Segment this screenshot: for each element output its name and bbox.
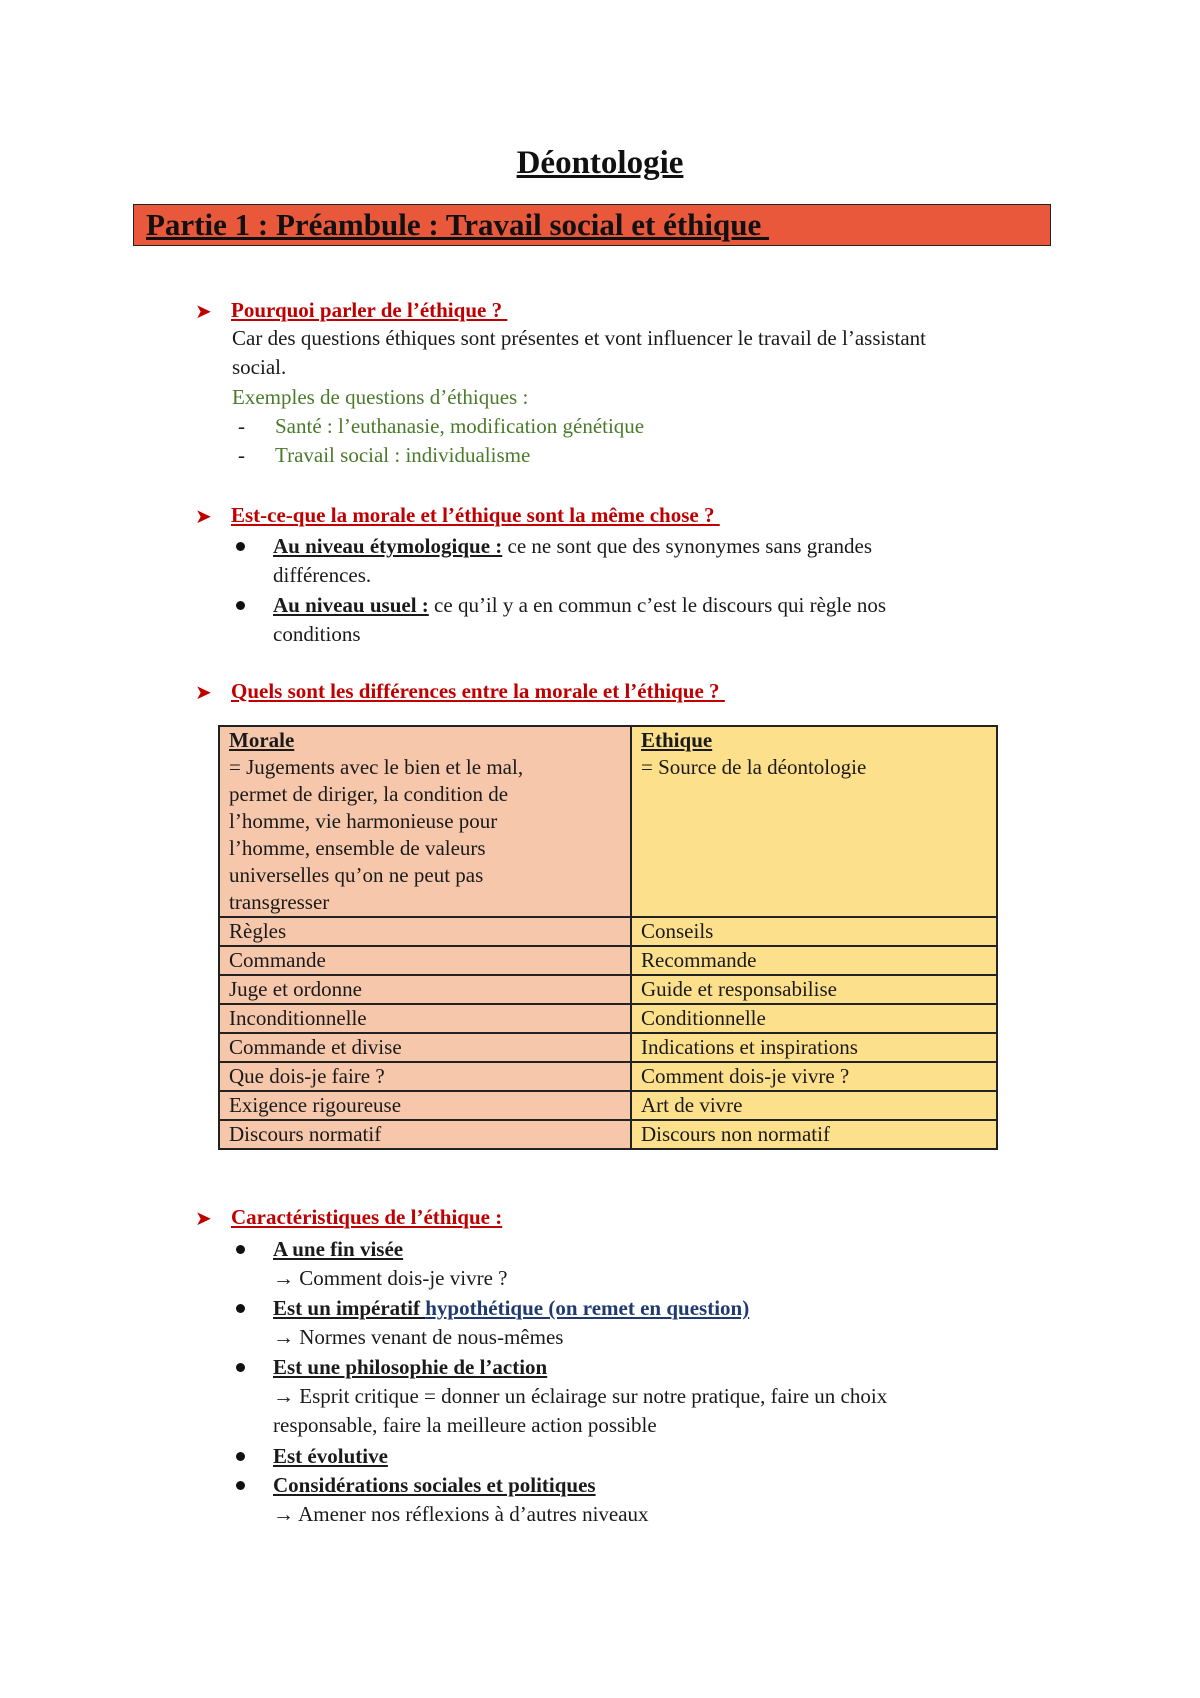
table-cell: Indications et inspirations — [631, 1033, 997, 1062]
table-row — [219, 1033, 997, 1062]
list-item: Au niveau usuel : ce qu’il y a en commun c’est le discours qui règle nos conditions — [232, 591, 1032, 651]
table-cell: Exigence rigoureuse — [219, 1091, 631, 1120]
list-item: Considérations sociales et politiques → Amener nos réflexions à d’autres niveaux — [232, 1471, 1032, 1531]
filled-dot-bullet-icon — [236, 1452, 245, 1461]
table-cell: Discours normatif — [219, 1120, 631, 1149]
arrowhead-bullet-icon: ➤ — [195, 298, 212, 323]
table-cell: Juge et ordonne — [219, 975, 631, 1004]
table-row — [219, 1091, 997, 1120]
section-heading-morale-vs-ethique: ➤ Est-ce-que la morale et l’éthique sont la même chose ? — [195, 503, 720, 528]
table-cell: Inconditionnelle — [219, 1004, 631, 1033]
arrowhead-bullet-icon: ➤ — [195, 679, 212, 704]
table-cell: Recommande — [631, 946, 997, 975]
table-cell: Que dois-je faire ? — [219, 1062, 631, 1091]
filled-dot-bullet-icon — [236, 1481, 245, 1490]
arrowhead-bullet-icon: ➤ — [195, 503, 212, 528]
table-cell: Conditionnelle — [631, 1004, 997, 1033]
table-cell: Art de vivre — [631, 1091, 997, 1120]
section-heading-why-ethics: ➤ Pourquoi parler de l’éthique ? — [195, 298, 508, 323]
document-page: Déontologie Partie 1 : Préambule : Travail social et éthique ➤ Pourquoi parler de l’éthique ? Car des questions éthiques sont présentes et vont influencer le travail de l’assistant social. Exemples de questions d’éthiques : - Santé : l’euthanasie, modification génétique - Travail social : individualisme ➤ Est-ce-que la morale et l’éthique sont la même chose ? Au niveau étymologique : ce ne sont que des synonymes sans grandes différences. Au niveau usuel : ce qu’il y a en commun c’est le discours qui règle nos conditions ➤ Quels sont les différences entre la morale et l’éthique ? Morale = Jugements avec le bien et le mal, permet de diriger, la condition de l’homme, vie harmonieuse pour l’homme, ensemble de valeurs universelles qu’on ne peut pas transgresser Ethique = Source de la déontologie Règles Conseils Commande Recommande Juge et ordonne Guide et responsabilise Inconditionnelle Conditionnelle Commande et divise Indications et inspirations Que dois-je faire ? Comment dois-je vivre ? Exigence rigoureuse Art de vivre Discours normatif Discours non normatif ➤ Caractéristiques de l’éthique : A une fin visée → Comment dois-je vivre ? Est un impératif hypothétique (on remet en question) → Normes venant de nous-mêmes Est une philosophie de l’action → Esprit critique = donner un éclairage sur notre pratique, faire un choix responsable, faire la meilleure action possible Est évolutive Considérations sociales et politiques → Amener nos réflexions à d’autres niveaux — [0, 0, 1200, 1698]
list-item: Est évolutive — [232, 1442, 1032, 1472]
page-title: Déontologie — [516, 145, 684, 181]
table-cell-ethique-definition: Ethique = Source de la déontologie — [631, 726, 997, 917]
table-row — [219, 917, 997, 946]
arrowhead-bullet-icon: ➤ — [195, 1205, 212, 1230]
list-item: A une fin visée → Comment dois-je vivre ? — [232, 1235, 1032, 1295]
filled-dot-bullet-icon — [236, 1304, 245, 1313]
comparison-table — [218, 725, 998, 1150]
part-banner-label: Partie 1 : Préambule : Travail social et éthique — [146, 207, 770, 242]
table-cell: Conseils — [631, 917, 997, 946]
list-item: Est une philosophie de l’action → Esprit critique = donner un éclairage sur notre pratique, faire un choix responsable, faire la meilleure action possible — [232, 1353, 1032, 1443]
table-row — [219, 975, 997, 1004]
table-row — [219, 1120, 997, 1149]
table-cell: Discours non normatif — [631, 1120, 997, 1149]
examples-label: Exemples de questions d’éthiques : — [232, 385, 529, 409]
list-item: Au niveau étymologique : ce ne sont que des synonymes sans grandes différences. — [232, 532, 1032, 592]
paragraph: Car des questions éthiques sont présentes et vont influencer le travail de l’assistant social. — [232, 326, 926, 379]
part-banner — [133, 204, 1051, 246]
table-cell: Guide et responsabilise — [631, 975, 997, 1004]
filled-dot-bullet-icon — [236, 601, 245, 610]
section-heading-differences: ➤ Quels sont les différences entre la morale et l’éthique ? — [195, 679, 725, 704]
list-item: Est un impératif hypothétique (on remet en question) → Normes venant de nous-mêmes — [232, 1294, 1032, 1354]
table-cell-morale-definition: Morale = Jugements avec le bien et le mal, permet de diriger, la condition de l’homme, vie harmonieuse pour l’homme, ensemble de valeurs universelles qu’on ne peut pas transgresser — [219, 726, 631, 917]
section-heading-characteristics: ➤ Caractéristiques de l’éthique : — [195, 1205, 503, 1230]
table-row — [219, 1004, 997, 1033]
filled-dot-bullet-icon — [236, 542, 245, 551]
table-row — [219, 946, 997, 975]
filled-dot-bullet-icon — [236, 1245, 245, 1254]
table-cell: Commande — [219, 946, 631, 975]
table-cell: Comment dois-je vivre ? — [631, 1062, 997, 1091]
filled-dot-bullet-icon — [236, 1363, 245, 1372]
table-row — [219, 726, 997, 917]
table-cell: Commande et divise — [219, 1033, 631, 1062]
table-row — [219, 1062, 997, 1091]
table-cell: Règles — [219, 917, 631, 946]
